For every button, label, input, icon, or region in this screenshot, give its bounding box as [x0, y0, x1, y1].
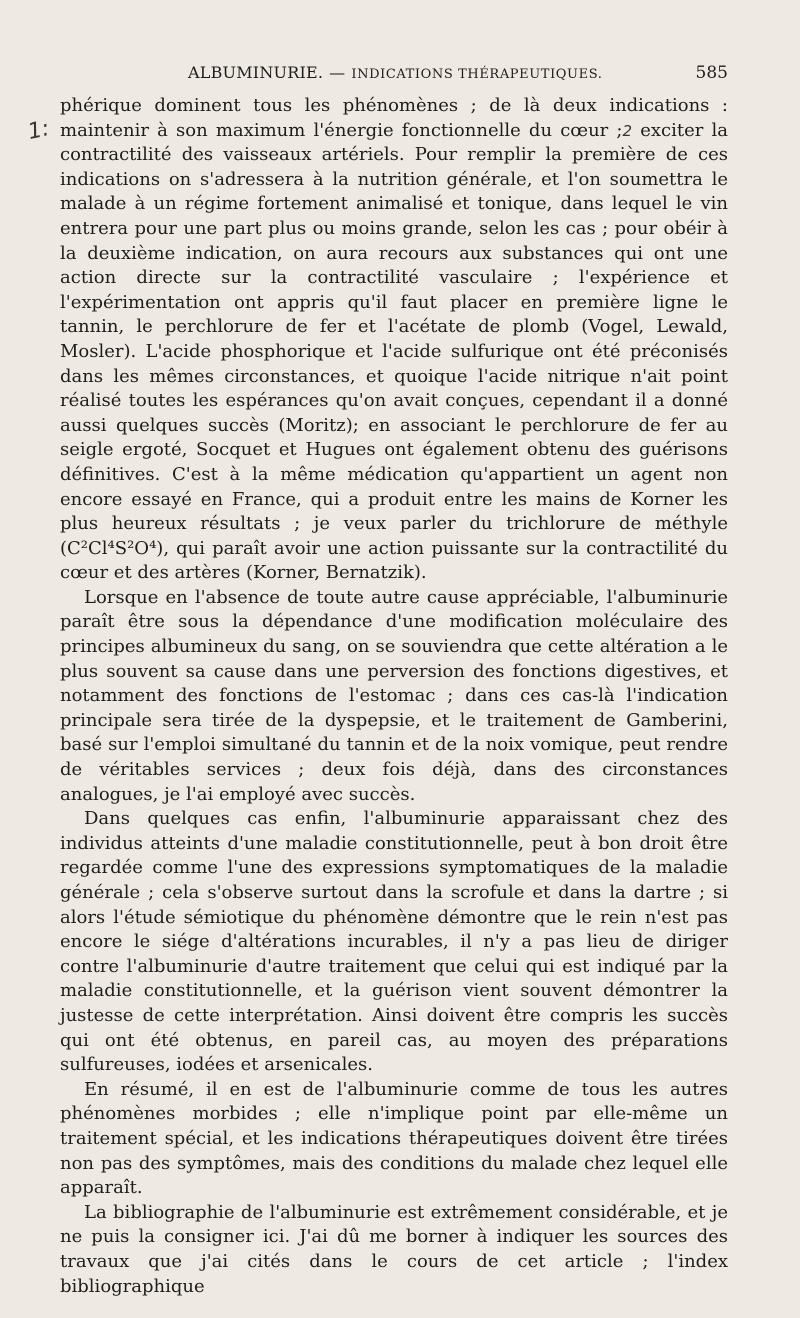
- chemical-formula: C²Cl⁴S²O⁴: [67, 537, 157, 559]
- inline-annotation-two: 2: [622, 121, 633, 140]
- paragraph-1: [60, 94, 728, 586]
- paragraph-5: La bibliographie de l'albuminurie est extrêmement considérable, et je ne puis la consigner ici. J'ai dû me borner à indiquer les sources des travaux que j'ai cités dans le cours de cet article ; l'index bibliographique: [60, 1201, 728, 1297]
- header-title-group: [188, 56, 602, 92]
- paragraph-3: Dans quelques cas enfin, l'albuminurie apparaissant chez des individus atteints d'une maladie constitutionnelle, peut à bon droit être regardée comme l'une des expressions symptomatiques de la maladie générale ; cela s'observe surtout dans la scrofule et dans la dartre ; si alors l'étude sémiotique du phénomène démontre que le rein n'est pas encore le siége d'altérations incurables, il n'y a pas lieu de diriger contre l'albuminurie d'autre traitement que celui qui est indiqué par la maladie constitutionnelle, et la guérison vient souvent démontrer la justesse de cette interprétation. Ainsi doivent être compris les succès qui ont été obtenus, en pareil cas, au moyen des préparations sulfureuses, iodées et arsenicales.: [60, 808, 728, 1076]
- paragraph-2: Lorsque en l'absence de toute autre cause appréciable, l'albuminurie paraît être sous la dépendance d'une modification moléculaire des principes albumineux du sang, on se souviendra que cette altération a le plus souvent sa cause dans une perversion des fonctions digestives, et notamment des fonctions de l'estomac ; dans ces cas-là l'indication principale sera tirée de la dyspepsie, et le traitement de Gamberini, basé sur l'emploi simultané du tannin et de la noix vomique, peut rendre de véritables services ; deux fois déjà, dans des circonstances analogues, je l'ai employé avec succès.: [60, 586, 728, 805]
- paragraph-1-part-a: phérique dominent tous les phénomènes ; de là deux indications : maintenir à son maximum l'énergie fonctionnelle du cœur ;: [60, 95, 728, 141]
- running-header: [60, 56, 728, 90]
- header-separator: —: [329, 63, 346, 82]
- header-title: ALBUMINURIE.: [188, 63, 324, 82]
- page-number: 585: [695, 63, 728, 83]
- page-body: [60, 94, 728, 1299]
- paragraph-4: En résumé, il en est de l'albuminurie comme de tous les autres phénomènes morbides ; elle n'implique point par elle-même un traitement spécial, et les indications thérapeutiques doivent être tirées non pas des symptômes, mais des conditions du malade chez lequel elle apparaît.: [60, 1078, 728, 1199]
- margin-annotation-one: 1:: [25, 116, 52, 145]
- header-section: INDICATIONS THÉRAPEUTIQUES.: [351, 67, 603, 82]
- paragraph-1-part-c: ), qui paraît avoir une action puissante sur la contractilité du cœur et des artères (Korner, Bernatzik).: [60, 537, 728, 584]
- paragraph-1-part-b: exciter la contractilité des vaisseaux artériels. Pour remplir la première de ces indications on s'adressera à la nutrition générale, et l'on soumettra le malade à un régime fortement animalisé et tonique, dans lequel le vin entrera pour une part plus ou moins grande, selon les cas ; pour obéir à la deuxième indication, on aura recours aux substances qui ont une action directe sur la contractilité vasculaire ; l'expérience et l'expérimentation ont appris qu'il faut placer en première ligne le tannin, le perchlorure de fer et l'acétate de plomb (Vogel, Lewald, Mosler). L'acide phosphorique et l'acide sulfurique ont été préconisés dans les mêmes circonstances, et quoique l'acide nitrique n'ait point réalisé toutes les espérances qu'on avait conçues, cependant il a donné aussi quelques succès (Moritz); en associant le perchlorure de fer au seigle ergoté, Socquet et Hugues ont également obtenu des guérisons définitives. C'est à la même médication qu'appartient un agent non encore essayé en France, qui a produit entre les mains de Korner les plus heureux résultats ; je veux parler du trichlorure de méthyle (: [60, 119, 728, 559]
